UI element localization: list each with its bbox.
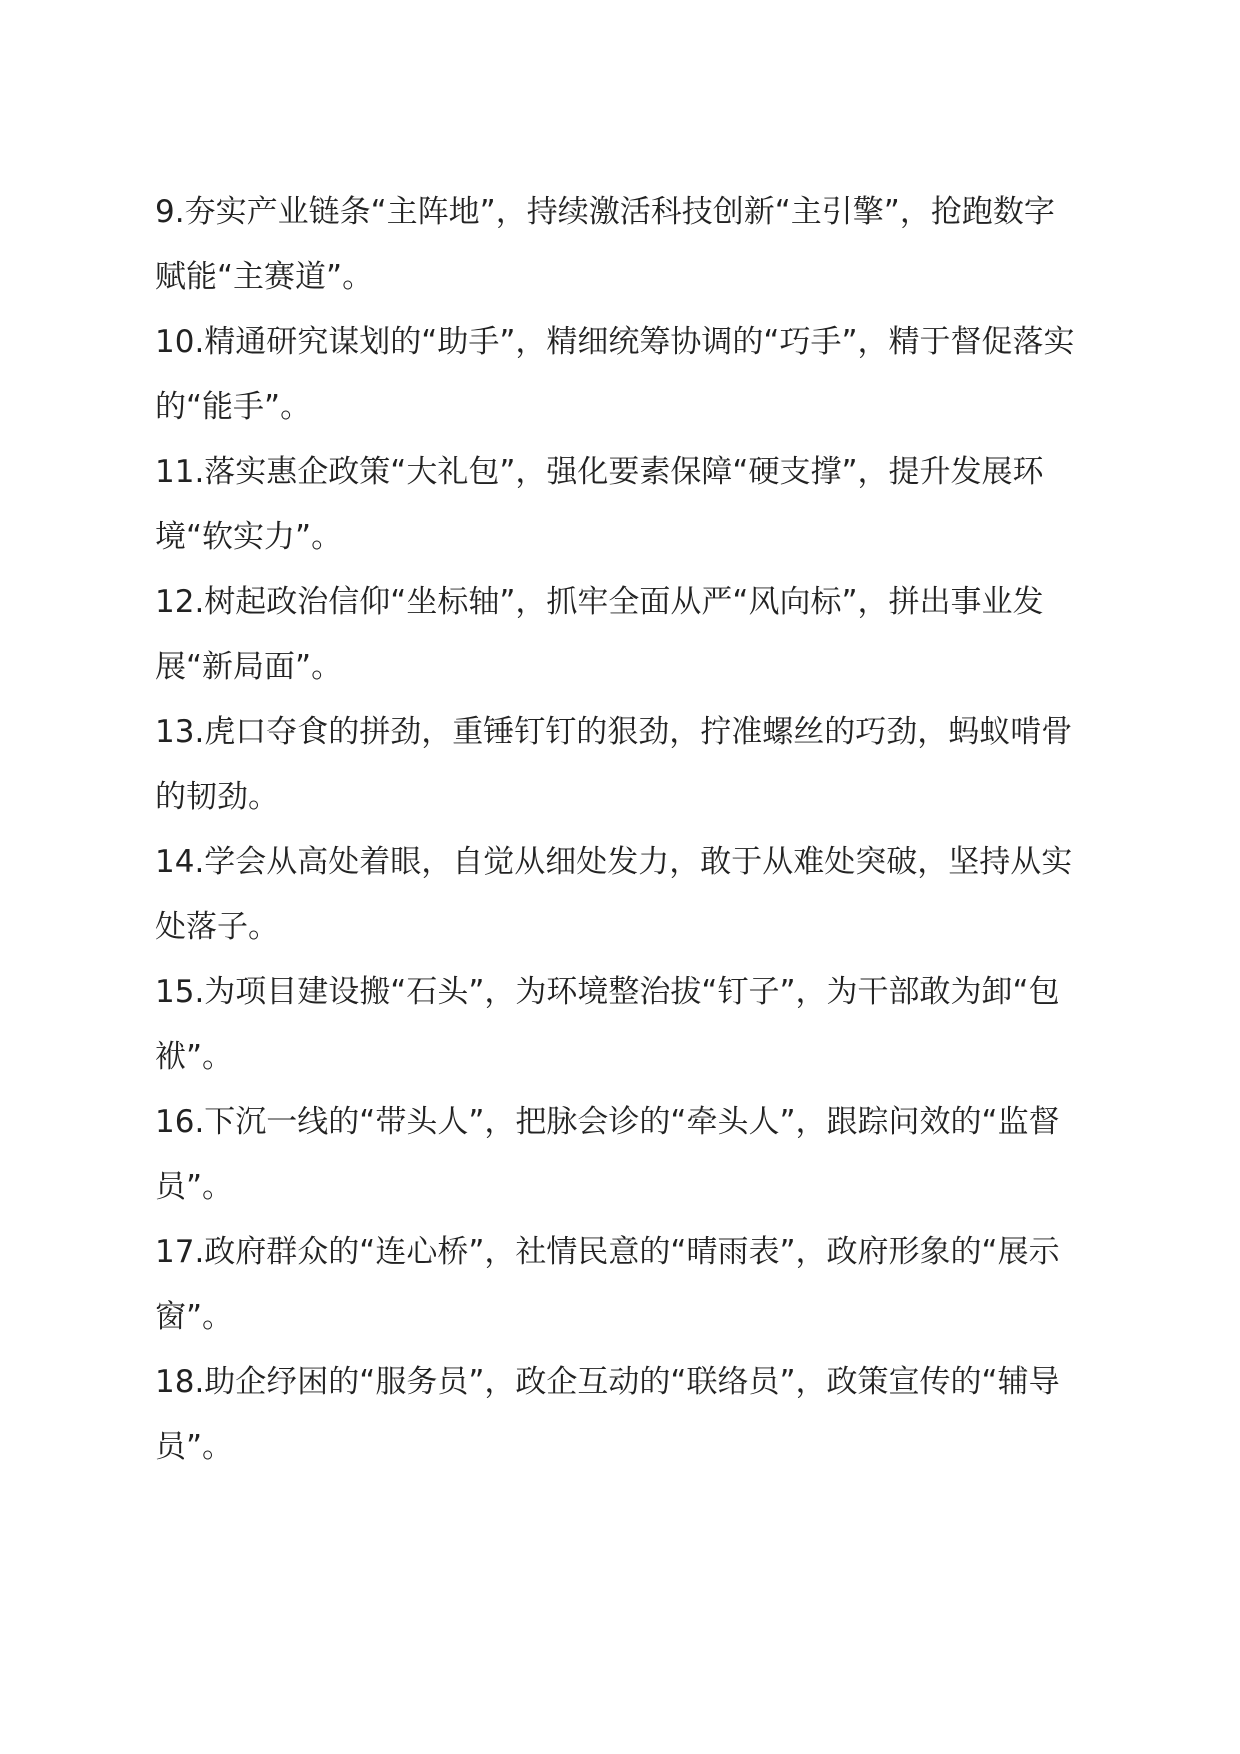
list-item: 11.落实惠企政策“大礼包”，强化要素保障“硬支撑”，提升发展环境“软实力”。 [155,454,1044,555]
list-item: 9.夯实产业链条“主阵地”，持续激活科技创新“主引擎”，抢跑数字赋能“主赛道”。 [155,194,1055,295]
list-item: 17.政府群众的“连心桥”，社情民意的“晴雨表”，政府形象的“展示窗”。 [155,1234,1060,1335]
list-item: 18.助企纾困的“服务员”，政企互动的“联络员”，政策宣传的“辅导员”。 [155,1364,1060,1465]
list-item: 10.精通研究谋划的“助手”，精细统筹协调的“巧手”，精于督促落实的“能手”。 [155,324,1075,425]
list-item: 14.学会从高处着眼，自觉从细处发力，敢于从难处突破，坚持从实处落子。 [155,844,1073,945]
list-item: 15.为项目建设搬“石头”，为环境整治拔“钉子”，为干部敢为卸“包袱”。 [155,974,1060,1075]
list-item: 16.下沉一线的“带头人”，把脉会诊的“牵头人”，跟踪问效的“监督员”。 [155,1104,1060,1205]
document-body [155,180,1085,1480]
list-item: 12.树起政治信仰“坐标轴”，抓牢全面从严“风向标”，拼出事业发展“新局面”。 [155,584,1044,685]
list-item: 13.虎口夺食的拼劲，重锤钉钉的狠劲，拧准螺丝的巧劲，蚂蚁啃骨的韧劲。 [155,714,1073,815]
